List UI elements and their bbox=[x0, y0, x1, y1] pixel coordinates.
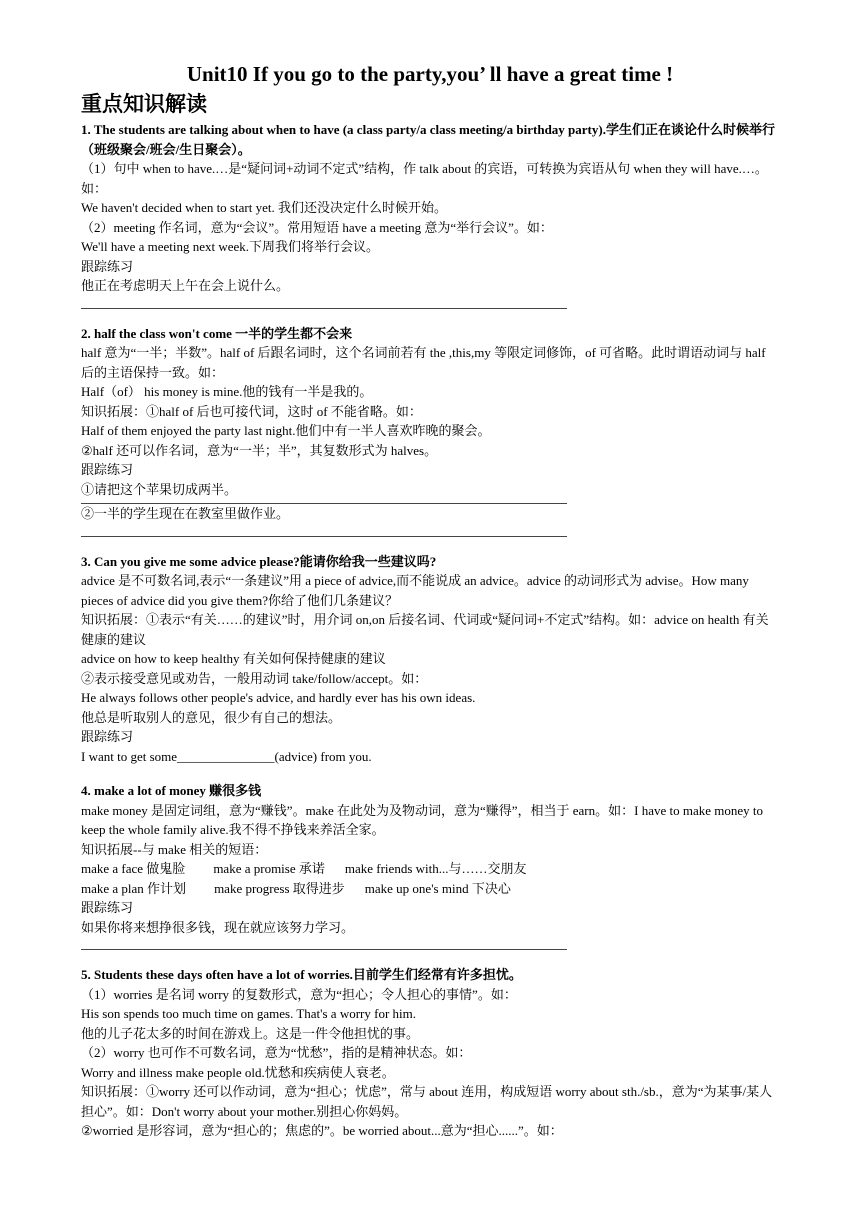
practice-prompt: 他正在考虑明天上午在会上说什么。 bbox=[81, 278, 290, 293]
example-sentence: We haven't decided when to start yet. 我们还没决定什么时候开始。 bbox=[81, 200, 447, 215]
document-title: Unit10 If you go to the party,you’ ll have a great time ! bbox=[186, 62, 674, 86]
phrase: make a plan 作计划 bbox=[81, 880, 187, 896]
paragraph: advice 是不可数名词,表示“一条建议”用 a piece of advice,而不能说成 an advice。advice 的动词形式为 advise。How many pieces of advice did you give them?你给了他们几条建议？ bbox=[81, 573, 749, 608]
point-heading: 3. Can you give me some advice please?能请你给我一些建议吗? bbox=[81, 553, 437, 569]
practice-label: 跟踪练习 bbox=[81, 900, 134, 915]
practice-prompt: ②一半的学生现在在教室里做作业。 bbox=[81, 506, 290, 521]
phrase: make a promise 承诺 bbox=[213, 861, 325, 876]
example-sentence: We'll have a meeting next week.下周我们将举行会议。 bbox=[81, 239, 380, 254]
phrase-row bbox=[81, 879, 781, 899]
practice-prompt: 如果你将来想挣很多钱，现在就应该努力学习。 bbox=[81, 919, 355, 935]
example-translation: 他总是听取别人的意见，很少有自己的想法。 bbox=[81, 709, 342, 725]
point-3 bbox=[81, 552, 781, 767]
knowledge-extension: 知识拓展：①half of 后也可接代词，这时 of 不能省略。如： bbox=[81, 403, 422, 419]
knowledge-extension: 知识拓展：①worry 还可以作动词，意为“担心；忧虑”，常与 about 连用，构成短语 worry about sth./sb.，意为“为某事/某人担心”。如：Don't worry about your mother.别担心你妈妈。 bbox=[81, 1084, 773, 1119]
knowledge-extension: ②half 还可以作名词，意为“一半；半”，其复数形式为 halves。 bbox=[81, 442, 438, 458]
practice-prompt: ①请把这个苹果切成两半。 bbox=[81, 481, 238, 497]
practice-label: 跟踪练习 bbox=[81, 462, 134, 477]
example-translation: 他的儿子花太多的时间在游戏上。这是一件令他担忧的事。 bbox=[81, 1025, 420, 1041]
paragraph: （1）句中 when to have.…是“疑问词+动词不定式”结构，作 talk about 的宾语，可转换为宾语从句 when they will have.…。如： bbox=[81, 161, 768, 196]
phrase: make up one's mind 下决心 bbox=[364, 880, 511, 896]
point-heading: 1. The students are talking about when to have (a class party/a class meeting/a birthday party).学生们正在谈论什么时候举行（班级聚会/班会/生日聚会）。 bbox=[81, 122, 775, 157]
example-sentence: Half（of） his money is mine.他的钱有一半是我的。 bbox=[81, 384, 373, 399]
example-sentence: His son spends too much time on games. That's a worry for him. bbox=[81, 1006, 417, 1021]
point-heading: 2. half the class won't come 一半的学生都不会来 bbox=[81, 325, 353, 341]
paragraph: make money 是固定词组，意为“赚钱”。make 在此处为及物动词，意为“赚得”，相当于 earn。如：I have to make money to keep the whole family alive.我不得不挣钱来养活全家。 bbox=[81, 802, 764, 837]
knowledge-extension: ②worried 是形容词，意为“担心的；焦虑的”。be worried about...意为“担心......”。如： bbox=[81, 1123, 563, 1138]
point-2 bbox=[81, 324, 781, 537]
point-5 bbox=[81, 965, 781, 1141]
section-heading: 重点知识解读 bbox=[81, 92, 207, 116]
practice-prompt[interactable]: I want to get some_______________(advice) from you. bbox=[81, 748, 372, 764]
phrase: make progress 取得进步 bbox=[214, 880, 345, 896]
example-sentence: He always follows other people's advice, and hardly ever has his own ideas. bbox=[81, 690, 476, 705]
knowledge-extension: 知识拓展--与 make 相关的短语： bbox=[81, 841, 268, 857]
practice-label: 跟踪练习 bbox=[81, 729, 134, 744]
paragraph: （2）meeting 作名词，意为“会议”。常用短语 have a meeting 意为“举行会议”。如： bbox=[81, 219, 553, 235]
paragraph: （2）worry 也可作不可数名词，意为“忧愁”，指的是精神状态。如： bbox=[81, 1045, 472, 1060]
paragraph: （1）worries 是名词 worry 的复数形式，意为“担心；令人担心的事情”。如： bbox=[81, 986, 517, 1002]
example-sentence: Half of them enjoyed the party last night.他们中有一半人喜欢昨晚的聚会。 bbox=[81, 423, 491, 438]
phrase-row bbox=[81, 859, 781, 879]
point-4 bbox=[81, 781, 781, 950]
knowledge-extension: ②表示接受意见或劝告，一般用动词 take/follow/accept。如： bbox=[81, 670, 428, 686]
phrase: make friends with...与……交朋友 bbox=[344, 861, 527, 876]
point-heading: 5. Students these days often have a lot of worries.目前学生们经常有许多担忧。 bbox=[81, 967, 522, 982]
point-heading: 4. make a lot of money 赚很多钱 bbox=[81, 783, 262, 798]
document-body bbox=[81, 90, 781, 1141]
phrase: make a face 做鬼脸 bbox=[81, 861, 186, 876]
example-phrase: advice on how to keep healthy 有关如何保持健康的建议 bbox=[81, 651, 386, 666]
knowledge-extension: 知识拓展：①表示“有关……的建议”时，用介词 on,on 后接名词、代词或“疑问词+不定式”结构。如：advice on health 有关健康的建议 bbox=[81, 612, 769, 647]
practice-label: 跟踪练习 bbox=[81, 258, 134, 274]
paragraph: half 意为“一半；半数”。half of 后跟名词时，这个名词前若有 the ,this,my 等限定词修饰，of 可省略。此时谓语动词与 half 后的主语保持一致。如： bbox=[81, 345, 766, 380]
point-1 bbox=[81, 120, 781, 309]
example-sentence: Worry and illness make people old.忧愁和疾病使人衰老。 bbox=[81, 1064, 395, 1080]
